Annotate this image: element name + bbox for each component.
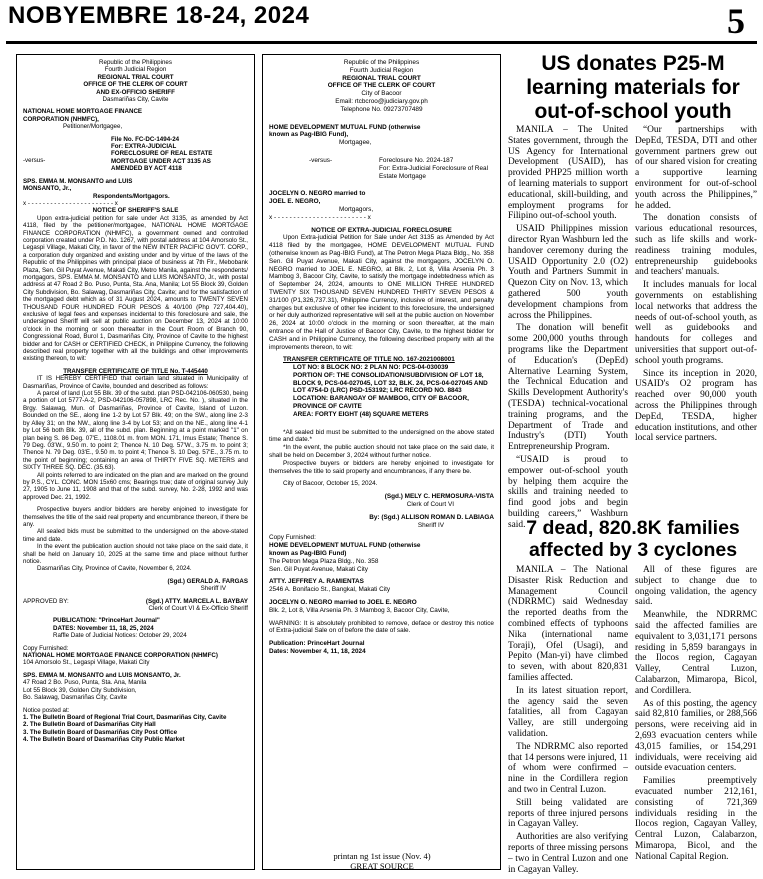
court-line: City of Bacoor bbox=[361, 90, 402, 98]
court-line: OFFICE OF THE CLERK OF COURT bbox=[83, 81, 188, 89]
posted-label: Notice posted at: bbox=[23, 706, 70, 714]
court-line: Republic of the Philippines bbox=[99, 59, 172, 66]
clerk-title: Clerk of Court VI & Ex-Officio Sheriff bbox=[148, 605, 248, 613]
mortgagee-role: Mortgagee, bbox=[339, 139, 372, 147]
sealed-bids: All sealed bids must be submitted to the undersigned on the above-stated time and date. bbox=[23, 528, 248, 543]
sheriff-title: Sheriff IV bbox=[417, 521, 444, 529]
story-paragraph: Authorities are also verifying reports of three missing persons – two in Central Luzon and one in Cagayan Valley. bbox=[508, 832, 628, 875]
raffle-date: Raffle Date of Judicial Notices: October 29, 2024 bbox=[53, 632, 187, 640]
tct-line: PORTION OF: THE CONSOLIDATION/SUBDIVISION OF LOT 18, BLOCK 9, PCS-04-027045, LOT 32, BLK. 24, PCS-04-027045 AND LOT 4754-D (LRC) PSD-153192; LRC RECORD NO. 8843 bbox=[293, 371, 488, 395]
notice-title: NOTICE OF EXTRA-JUDICIAL FORECLOSURE bbox=[311, 226, 452, 234]
story-paragraph: In its latest situation report, the agency said the seven fatalities, all from Cagayan Valley, are still undergoing validation. bbox=[508, 685, 628, 739]
warning: WARNING: It is absolutely prohibited to remove, deface or destroy this notice of Extra-judicial Sale on of before the date of sale. bbox=[269, 619, 494, 635]
copy-address: The Petron Mega Plaza Bldg., No. 358 bbox=[269, 557, 379, 565]
notice-body: Upon extra-judicial petition for sale under Act 3135, as amended by Act 4118, filed by the petitioner/mortgagee, NATIONAL HOME MORTGAGE FINANCE CORPORATION (NHMFC), a government owned and controlled corporation created under P.D. No. 1267, with postal address at 104 Amorsolo St., Legaspi Village, Makati City, in favor of the NEW INTER PACIFIC GOV'T. CORP., a corporation duly organized and existing under and by virtue of the laws of the Republic of the Philippines with principal place of business at 7th Flr., Mebobank Plaza, Sen. Gil Puyat Avenue, Makati City, Metro Manila, against the respondents/ mortgagors, SPS. EMMA M. MONSANTO and LUIS MONSANTO, Jr., with postal address at 47 Road 2 Bo. Puso, Punta, Sta. Ana, Manila; Lot 55 Block 39, Golden City Subdivision, Bo. Salawag, Dasmariñas City, Cavite; and for the satisfaction of the mortgaged debt which as of 31 August 2024, amounts to TWENTY SEVEN THOUSAND FOUR HUNDRED FOUR PESOS & 40/100 (Php 727,404.40), exclusive of legal fees and expenses incidental to this foreclosure and sale, the undersigned Sheriff will sell at public auction on December 13, 2024 at 10:00 o'clock in the morning or soon thereafter in the Court Room of Branch 90, Congressional Road, Burol 1, Dasmariñas City, Province of Cavite to the highest bidder and for CASH or CERTIFIED CHECK, in Philippine Currency, the following described real property together with all the buildings and other improvements existing thereon, to wit: bbox=[23, 214, 248, 363]
sheriff-signature: (Sgd.) GERALD A. FARGAS bbox=[167, 577, 248, 585]
sheriff-sale-notice bbox=[16, 54, 255, 870]
court-line: Dasmariñas City, Cavite bbox=[102, 96, 169, 104]
copy-address: 104 Amorsolo St., Legaspi Village, Makati City bbox=[23, 659, 150, 667]
place-date: Dasmariñas City, Province of Cavite, November 6, 2024. bbox=[37, 565, 192, 573]
tct-line: LOT NO: 8 BLOCK NO: 2 PLAN NO: PCS-04-030039 bbox=[293, 364, 449, 372]
story-paragraph: Families preemptively evacuated number 212,161, consisting of 721,369 individuals residing in the Ilocos region, Cagayan Valley, Central Luzon, Calabarzon, Mimaropa, Bicol, and the National Capital Region. bbox=[635, 776, 757, 862]
issue-date: NOBYEMBRE 18-24, 2024 bbox=[8, 2, 310, 29]
approved-label: APPROVED BY: bbox=[23, 597, 69, 605]
copy-address: Lot 55 Block 39, Golden City Subdivision, bbox=[23, 686, 137, 694]
posted-location: 2. The Bulletin Board of Dasmariñas City Hall bbox=[23, 721, 156, 729]
story-paragraph: The NDRRMC also reported that 14 persons were injured, 11 of whom were confirmed – nine in the Cordillera region and two in Central Luzon. bbox=[508, 741, 628, 795]
clerk-signature: (Sgd.) ATTY. MARCELA L. BAYBAY bbox=[145, 597, 248, 605]
story-column bbox=[635, 565, 757, 865]
story-paragraph: It includes manuals for local governments on establishing local networks that address the needs of out-of-school youth, as well as guidebooks and handouts for colleges and universities that support out-of-school youth programs. bbox=[635, 280, 757, 366]
bidders-notice: Prospective buyers and/or bidders are hereby enjoined to investigate for themselves the title of the said real property and encumbrance thereon, if there be any. bbox=[23, 506, 248, 528]
court-header bbox=[269, 59, 494, 114]
foreclosure-for: For: Extra-Judicial Foreclosure of Real Estate Mortgage bbox=[379, 164, 489, 180]
sheriff-signature: By: (Sgd.) ALLISON ROMAN D. LABIAGA bbox=[369, 513, 494, 521]
court-email: Email: rtcbcroo@judiciary.gov.ph bbox=[335, 97, 428, 105]
sheriff-title: Sheriff IV bbox=[200, 585, 226, 593]
story-paragraph: Still being validated are reports of three injured persons in Cagayan Valley. bbox=[508, 797, 628, 830]
copy-recipient: JOCELYN O. NEGRO married to JOEL E. NEGRO bbox=[269, 599, 417, 607]
petitioner-name: NATIONAL HOME MORTGAGE FINANCE CORPORATION (NHMFC), bbox=[23, 108, 143, 123]
copy-furnished-label: Copy Furnished: bbox=[269, 534, 316, 542]
posted-location: 1. The Bulletin Board of Regional Trial Court, Dasmariñas City, Cavite bbox=[23, 713, 227, 721]
versus-label: -versus- bbox=[23, 157, 46, 165]
copy-recipient: SPS. EMMA M. MONSANTO and LUIS MONSANTO, Jr. bbox=[23, 671, 181, 679]
respondent-names: SPS. EMMA M. MONSANTO and LUIS MONSANTO, Jr., bbox=[23, 177, 133, 193]
copy-recipient: HOME DEVELOPMENT MUTUAL FUND (otherwise known as Pag-IBIG Fund) bbox=[269, 542, 421, 558]
foreclosure-number: Foreclosure No. 2024-187 bbox=[379, 156, 454, 164]
petitioner-role: Petitioner/Mortgagee, bbox=[63, 123, 123, 131]
notice-title: NOTICE OF SHERIFF'S SALE bbox=[92, 207, 179, 215]
tct-title: TRANSFER CERTIFICATE OF TITLE NO. 167-2021008001 bbox=[283, 356, 455, 364]
case-title: For: EXTRA-JUDICIAL FORECLOSURE OF REAL ESTATE MORTGAGE UNDER ACT 3135 AS AMENDED BY ACT 4118 bbox=[111, 143, 213, 173]
story-paragraph: As of this posting, the agency said 82,810 families, or 288,566 persons, were receiving aid in 2,693 evacuation centers while 43,015 families, or 154,291 individuals, were receiving aid outside evacuation centers. bbox=[635, 698, 757, 774]
mortgagor-names: JOCELYN O. NEGRO married to JOEL E. NEGRO, bbox=[269, 190, 366, 206]
court-line: Fourth Judicial Region bbox=[104, 66, 167, 74]
copy-recipient: NATIONAL HOME MORTGAGE FINANCE CORPORATION (NHMFC) bbox=[23, 652, 218, 660]
story-column bbox=[508, 565, 628, 875]
versus-label: -versus- bbox=[309, 156, 333, 164]
posted-location: 3. The Bulletin Board of Dasmariñas City Post Office bbox=[23, 728, 178, 736]
copy-address: 47 Road 2 Bo. Puso, Punta, Sta. Ana, Manila bbox=[23, 679, 147, 687]
tct-intro: IT IS HEREBY CERTIFIED that certain land situated in Municipality of Dasmariñas, Province of Cavite, bounded and described as follows: bbox=[23, 375, 248, 390]
header-rule bbox=[6, 41, 757, 44]
story-headline: US donates P25-M learning materials for out-of-school youth bbox=[526, 52, 740, 123]
court-line: OFFICE OF THE CLERK OF COURT bbox=[327, 82, 436, 90]
divider: x - - - - - - - - - - - - - - - - - - - - - - - - x bbox=[269, 213, 371, 221]
story-column bbox=[508, 125, 628, 530]
postponement: *In the event, the public auction should not take place on the said date, it shall be held on December 3, 2024 without further notice. bbox=[269, 444, 494, 460]
publication: Publication: PrinceHart Journal bbox=[269, 640, 365, 648]
divider: x - - - - - - - - - - - - - - - - - - - - - - - x bbox=[23, 199, 118, 207]
page-number: 5 bbox=[727, 1, 745, 41]
story-paragraph: USAID Philippines mission director Ryan Washburn led the handover ceremony during the USAID Opportunity 2.0 (O2) Youth and Partners Summit in Quezon City on Nov. 13, which gathered 500 youth development champions from across the Philippines. bbox=[508, 224, 628, 321]
story-column bbox=[635, 125, 757, 515]
story-paragraph: The donation will benefit some 200,000 youths through programs like the Department of Education's (DepEd) Alternative Learning System, the Technical Education and Skills Development Authority's (TESDA) technical-vocational training programs, and the Department of Trade and Industry's (DTI) Youth Entrepreneurship Program. bbox=[508, 323, 628, 453]
story-headline: 7 dead, 820.8K families affected by 3 cyclones bbox=[526, 517, 740, 561]
mortgagee-name: HOME DEVELOPMENT MUTUAL FUND (otherwise known as Pag-IBIG Fund), bbox=[269, 123, 421, 139]
mortgagor-role: Mortgagors, bbox=[339, 205, 374, 213]
publication-dates: DATES: November 11, 18, 25, 2024 bbox=[53, 624, 154, 632]
copy-address: Bo. Salawag, Dasmariñas City, Cavite bbox=[23, 694, 128, 702]
clerk-signature: (Sgd.) MELY C. HERMOSURA-VISTA bbox=[384, 493, 494, 501]
footer-line: printan ng 1st issue (Nov. 4) bbox=[333, 851, 431, 861]
story-paragraph: “Our partnerships with DepEd, TESDA, DTI and other government partners grew out of our shared vision for creating a supportive learning environment for out-of-school youth across the Philippines,” he added. bbox=[635, 125, 757, 211]
copy-address: Blk. 2, Lot 8, Villa Arsenia Ph. 3 Mambog 3, Bacoor City, Cavite, bbox=[269, 606, 450, 614]
footer-note bbox=[262, 851, 502, 871]
bidders-notice: Prospective buyers or bidders are hereby enjoined to investigate for themselves the title to said property and encumbrances, if any there be. bbox=[269, 459, 494, 475]
story-paragraph: “USAID is proud to empower out-of-school youth by helping them acquire the skills and training needed to find good jobs and begin building careers,” Washburn said. bbox=[508, 454, 628, 530]
story-paragraph: MANILA – The United States government, through the US Agency for International Development (USAID), has provided PHP25 million worth of learning materials to support educational, skill-building, and employment programs for Filipino out-of-school youth. bbox=[508, 125, 628, 222]
postponement: In the event the publication auction should not take place on the said date, it shall be held on January 10, 2025 at the same time and place without further notice. bbox=[23, 543, 248, 565]
story-paragraph: Since its inception in 2020, USAID's O2 program has reached over 90,000 youth across the Philippines through DepEd, TESDA, higher education institutions, and other local service partners. bbox=[635, 368, 757, 444]
court-line: REGIONAL TRIAL COURT bbox=[342, 74, 421, 82]
court-line: Republic of the Philippines bbox=[343, 59, 420, 66]
tct-line: LOCATION: BARANGAY OF MAMBOG, CITY OF BACOOR, PROVINCE OF CAVITE bbox=[293, 395, 469, 411]
sealed-bids: *All sealed bid must be submitted to the undersigned on the above stated time and date.* bbox=[269, 428, 494, 444]
copy-address: Sen. Gil Puyat Avenue, Makati City bbox=[269, 565, 368, 573]
court-line: REGIONAL TRIAL COURT bbox=[97, 73, 174, 81]
tct-title: TRANSFER CERTIFICATE OF TITLE No. T-445440 bbox=[63, 367, 208, 375]
extrajudicial-foreclosure-notice bbox=[262, 54, 501, 870]
story-paragraph: Meanwhile, the NDRRMC said the affected families are equivalent to 3,031,171 persons residing in 5,859 barangays in the Ilocos region, Cagayan Valley, Central Luzon, Calabarzon, Mimaropa, Bicol, and Cordillera. bbox=[635, 610, 757, 696]
clerk-title: Clerk of Court VI bbox=[406, 501, 454, 509]
tct-line: AREA: FORTY EIGHT (48) SQUARE METERS bbox=[293, 410, 429, 418]
court-line: AND EX-OFFICIO SHERIFF bbox=[96, 88, 175, 96]
place-date: City of Bacoor, October 15, 2024. bbox=[283, 480, 378, 488]
story-paragraph: All of these figures are subject to change due to ongoing validation, the agency said. bbox=[635, 565, 757, 608]
court-line: Fourth Judicial Region bbox=[349, 66, 414, 74]
publication-dates: Dates: November 4, 11, 18, 2024 bbox=[269, 648, 366, 655]
story-paragraph: The donation consists of various educational resources, such as life skills and work-readiness training modules, entrepreneurship guidebooks and teachers' manuals. bbox=[635, 213, 757, 278]
copy-address: 2546 A. Bonifacio St., Bangkal, Makati City bbox=[269, 586, 391, 594]
story-paragraph: MANILA – The National Disaster Risk Reduction and Management Council (NDRRMC) said Wednesday the reported deaths from the combined effects of typhoons Nika (international name Toraji), Ofel (Usagi), and Pepito (Man-yi) have climbed to seven, with about 820,831 families affected. bbox=[508, 565, 628, 683]
respondent-role: Respondents/Mortgagors. bbox=[93, 192, 170, 200]
notice-body: Upon Extra-judicial Petition for Sale under Act 3135 as Amended by Act 4118 filed by the mortgagee, HOME DEVELOPMENT MUTUAL FUND (otherwise known as Pag-IBIG Fund), at The Petron Mega Plaza Bldg., No. 358 Sen. Gil Puyat Avenue, Makati City, against the mortgagors, JOCELYN O. NEGRO married to JOEL E. NEGRO, at Blk. 2, Lot 8, Villa Arsenia Ph. 3 Mambog 3, Bacoor City, Cavite, to satisfy the mortgage indebtedness which as of September 24, 2024, amounts to ONE MILLION THREE HUNDRED TWENTY SIX THOUSAND SEVEN HUNDRED THIRTY SEVEN PESOS & 31/100 (P1,326,737.31), Philippine Currency, inclusive of interest, and penalty charges but exclusive of other fee incident to this foreclosure, the undersigned or her duly authorized representative will sell at the public auction on November 26, 2024 at 10:00 o'clock in the morning or soon thereafter, at the main entrance of the Hall of Justice of Bacoor City, Cavite, to the highest bidder for CASH and in Philippine Currency, the following described property with all the improvements thereon, to wit: bbox=[269, 234, 494, 351]
publication: PUBLICATION: "PrinceHart Journal" bbox=[53, 617, 160, 625]
file-number: File No. FC-DC-1494-24 bbox=[111, 135, 180, 143]
copy-furnished-label: Copy Furnished: bbox=[23, 644, 69, 652]
tct-description: A parcel of land (Lot 55 Blk. 39 of the subd. plan PSD-042106-060530, being a portion of Lot 5777-A-2, PSD-042106-057898, LRC Rec. No. ), situated in the Brgy. Salawag, Mun. of Dasmariñas, Province of Cavite, Island of Luzon. Bounded on the SE., along line 1-2 by Lot 57 Blk. 49; on the SW., along line 2-3 by Alley 31; on the NW., along line 3-4 by Lot 53; and on the NE., along line 4-1 by Lot 56 both Blk. 39, all of the subd. plan. Beginning at a point marked "1" on plan being S. 86 Deg. 07'E., 1108.01 m. from MON. 171, Imus Estate; Thence S. 79 Deg. 03'W., 9.50 m. to point 2; Thence N. 10 Deg. 57'W., 3.75 m. to point 3; Thence N. 79 Deg. 03'E., 9.50 m. to point 4; Thence S. 10 Deg. 57'E., 3.75 m. to the point of beginning; containing an area of THIRTY FIVE SQ. METERS and SIXTY THREE SQ. DEC. (35.63). bbox=[23, 390, 248, 472]
tct-points: All points referred to are indicated on the plan and are marked on the ground by P.S., CYL. CONC. MON 15x60 cms; Bearings true; date of original survey July 27, 1905 to June 11, 1908 and that of the subd. survey, No. 2-28, 1992 and was approved Dec. 21, 1992. bbox=[23, 471, 248, 501]
posted-location: 4. The Bulletin Board of Dasmariñas City Public Market bbox=[23, 736, 185, 744]
court-telephone: Telephone No. 09273707489 bbox=[340, 105, 423, 113]
footer-line: GREAT SOURCE bbox=[350, 861, 414, 871]
copy-recipient: ATTY. JEFFREY A. RAMIENTAS bbox=[269, 578, 364, 586]
court-header bbox=[23, 59, 248, 103]
